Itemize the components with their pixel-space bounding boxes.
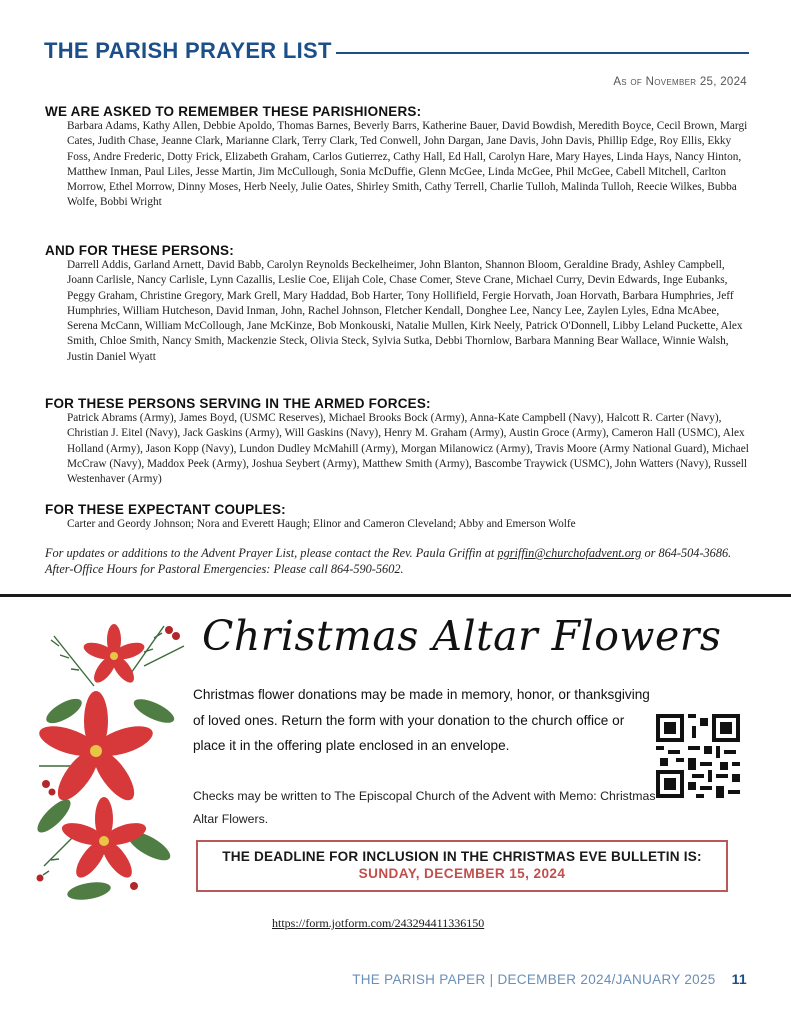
section-heading: FOR THESE EXPECTANT COUPLES: xyxy=(45,502,286,517)
deadline-box xyxy=(196,840,728,892)
donation-info: Christmas flower donations may be made in memory, honor, or thanksgiving of loved ones. Return the form with your donation to the church office or place it in the offering plate enclosed in an envelope. xyxy=(193,687,650,753)
section-divider xyxy=(0,594,791,597)
as-of-date: As of November 25, 2024 xyxy=(613,76,747,88)
section-heading: FOR THESE PERSONS SERVING IN THE ARMED FORCES: xyxy=(45,396,431,411)
section-heading: AND FOR THESE PERSONS: xyxy=(45,243,234,258)
jotform-link[interactable]: https://form.jotform.com/243294411336150 xyxy=(272,916,485,930)
section-names: Darrell Addis, Garland Arnett, David Babb, Carolyn Reynolds Beckelheimer, John Blanton, Shannon Bloom, Geraldine Brady, Ashley Campbell, Joann Carlisle, Nancy Carlisle, Lynn Cazallis, Leslie Coe, Elijah Cole, Chase Comer, Steve Crane, Michael Curry, Devin Edwards, Inge Eubanks, Peggy Graham, Christine Gregory, Mark Grell, Mary Haddad, Bob Harter, Tony Hollifield, Fergie Horvath, Joan Horvath, Barbara Humphries, Jeff Humphries, William Hutcheson, David Inman, John, Rachel Johnson, Fletcher Kendall, Donghee Lee, Nancy Lee, Zaylen Lyles, Edna McAbee, Serena McCann, William McCollough, Jane McKinze, Bob Monkouski, Natalie Mullen, Kirk Neely, Patrick O'Donnell, Libby Leland Puckette, Alex Smith, Chloe Smith, Nancy Smith, Mackenzie Steck, Olivia Steck, Sylvia Sutka, Debbi Thornlow, Barbara Manning Bear Wallace, Winnie Walsh, Justin Daniel Wyatt xyxy=(67,259,743,363)
persons-section xyxy=(45,243,750,365)
contact-text-after: or 864-504-3686. After-Office Hours for Pastoral Emergencies: Please call 864-590-5602. xyxy=(45,546,732,576)
page-number: 11 xyxy=(731,971,747,987)
qr-code-icon[interactable] xyxy=(656,714,740,798)
title-rule xyxy=(336,52,749,54)
parishioners-section xyxy=(45,104,750,211)
contact-text: For updates or additions to the Advent Prayer List, please contact the Rev. Paula Griffin at xyxy=(45,546,498,560)
expectant-couples-section xyxy=(45,502,750,532)
page-title: THE PARISH PRAYER LIST xyxy=(44,38,332,63)
deadline-date: SUNDAY, DECEMBER 15, 2024 xyxy=(358,866,566,881)
page-header xyxy=(44,38,749,68)
christmas-flowers-title: Christmas Altar Flowers xyxy=(202,612,722,660)
section-heading: WE ARE ASKED TO REMEMBER THESE PARISHIONERS: xyxy=(45,104,422,119)
section-names: Patrick Abrams (Army), James Boyd, (USMC Reserves), Michael Brooks Bock (Army), Anna-Kate Campbell (Navy), Halcott R. Carter (Navy), Christian J. Eitel (Navy), Jack Gaskins (Army), Will Gaskins (Navy), Henry M. Graham (Army), Austin Groce (Army), Cameron Hall (USMC), Alex Holland (Army), Jason Kopp (Navy), Lundon Dudley McMahill (Army), Morgan Milanowicz (Army), Travis Moore (Army National Guard), Michael McCraw (Navy), Maddox Peek (Army), Joshua Seybert (Army), Matthew Smith (Army), Bascombe Traywick (USMC), John Watters (Navy), Russell Westenhaver (Army) xyxy=(67,412,749,486)
contact-email-link[interactable]: pgriffin@churchofadvent.org xyxy=(497,546,642,560)
page-footer xyxy=(352,971,747,987)
poinsettia-illustration xyxy=(34,616,189,912)
armed-forces-section xyxy=(45,396,750,487)
publication-name: THE PARISH PAPER | DECEMBER 2024/JANUARY 2025 xyxy=(352,972,716,987)
section-names: Carter and Geordy Johnson; Nora and Everett Haugh; Elinor and Cameron Cleveland; Abby and Emerson Wolfe xyxy=(67,518,576,530)
deadline-label: THE DEADLINE FOR INCLUSION IN THE CHRISTMAS EVE BULLETIN IS: xyxy=(222,849,702,864)
section-names: Barbara Adams, Kathy Allen, Debbie Apoldo, Thomas Barnes, Beverly Barrs, Katherine Bauer, David Bowdish, Meredith Boyce, Cecil Brown, Margi Cates, Judith Chase, Jeanne Clark, Marianne Clark, Terry Clark, Ted Conwell, John Dargan, Jane Davis, John Davis, Phillip Edge, Roy Ellis, Ekky Foss, Andre Frederic, Dotty Frick, Elizabeth Graham, Carlos Gutierrez, Cathy Hall, Ed Hall, Carolyn Hare, Mary Hayes, Linda Hays, Nancy Hinton, Matthew Inman, Paul Liles, Jesse Martin, Jim McCullough, Sonia McDuffie, Glenn McGee, Linda McGee, Phil McGee, Cabell Mitchell, Carlton Morrow, Ethel Morrow, Dinny Moses, Herb Neely, Julie Oates, Shirley Smith, Cathy Terrell, Charlie Tulloh, Malinda Tulloh, Reecie Wilkes, Bubba Wolfe, Bobbi Wright xyxy=(67,120,748,209)
checks-info: Checks may be written to The Episcopal Church of the Advent with Memo: Christmas Altar Flowers. xyxy=(193,789,656,826)
contact-note xyxy=(45,545,755,577)
